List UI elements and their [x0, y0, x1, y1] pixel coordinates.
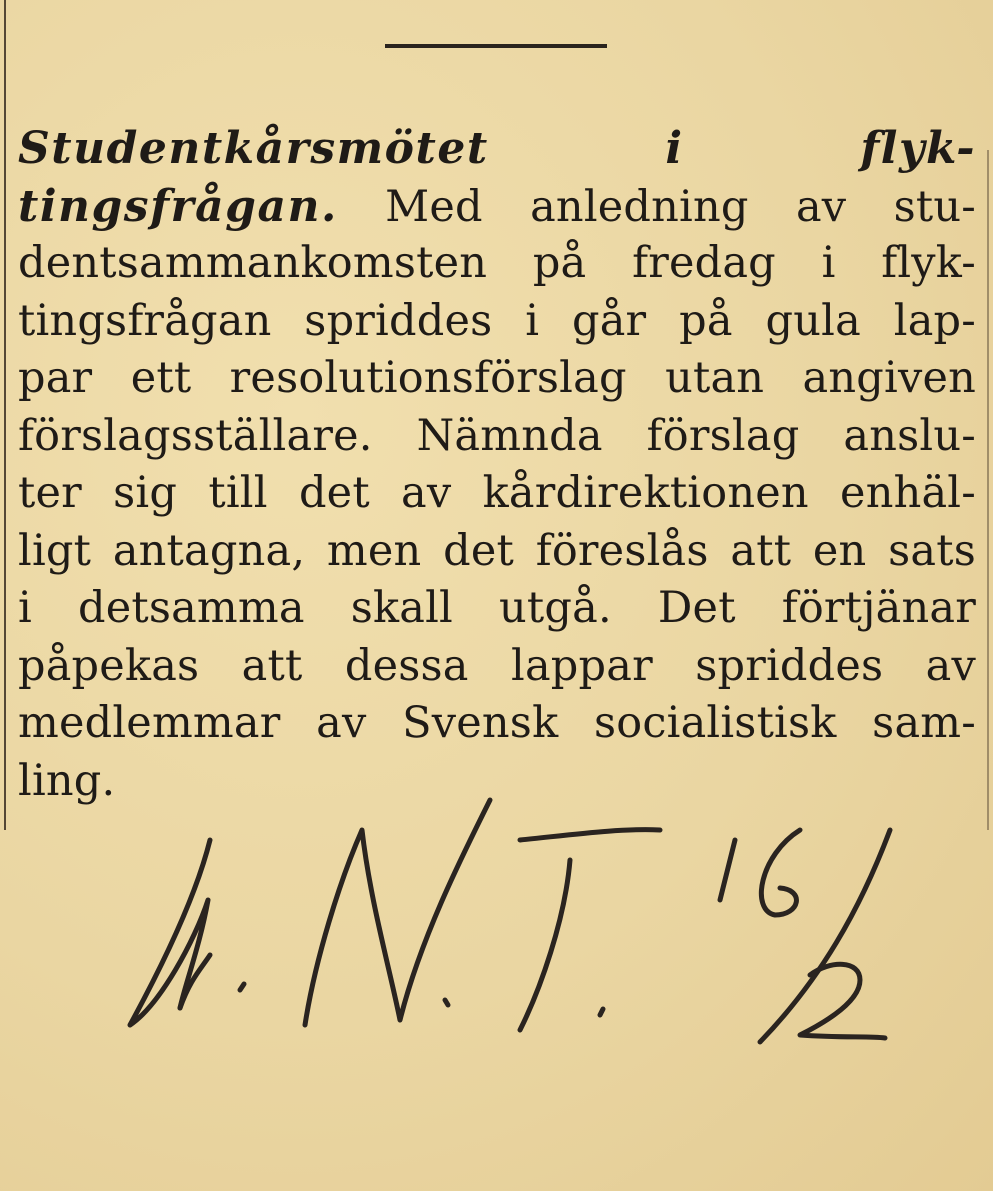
article-line: medlemmar av Svensk socialistisk sam-: [18, 698, 976, 748]
handwritten-annotation: [100, 780, 960, 1080]
article-line: [18, 178, 976, 236]
body-text: Med anledning av stu-: [385, 181, 976, 232]
article-line: i detsamma skall utgå. Det förtjänar: [18, 583, 976, 633]
headline: Studentkårsmötet i flyk-: [18, 123, 976, 174]
article-line: tingsfrågan spriddes i går på gula lap-: [18, 295, 976, 346]
article-line: [18, 120, 976, 178]
article-line: dentsammankomsten på fredag i flyk-: [18, 238, 976, 288]
article-line: par ett resolutionsförslag utan angiven: [18, 353, 976, 403]
article-line: ter sig till det av kårdirektionen enhäl-: [18, 468, 976, 518]
clipping-right-edge: [987, 150, 989, 830]
clipping-left-edge: [4, 0, 6, 830]
article-line: ling.: [18, 755, 116, 806]
article-line: förslagsställare. Nämnda förslag anslu-: [18, 410, 976, 461]
separator-rule: [385, 44, 607, 48]
article: [18, 120, 976, 810]
article-line: ligt antagna, men det föreslås att en sats: [18, 525, 976, 576]
article-line: påpekas att dessa lappar spriddes av: [18, 640, 976, 691]
headline-continued: tingsfrågan.: [18, 180, 338, 232]
